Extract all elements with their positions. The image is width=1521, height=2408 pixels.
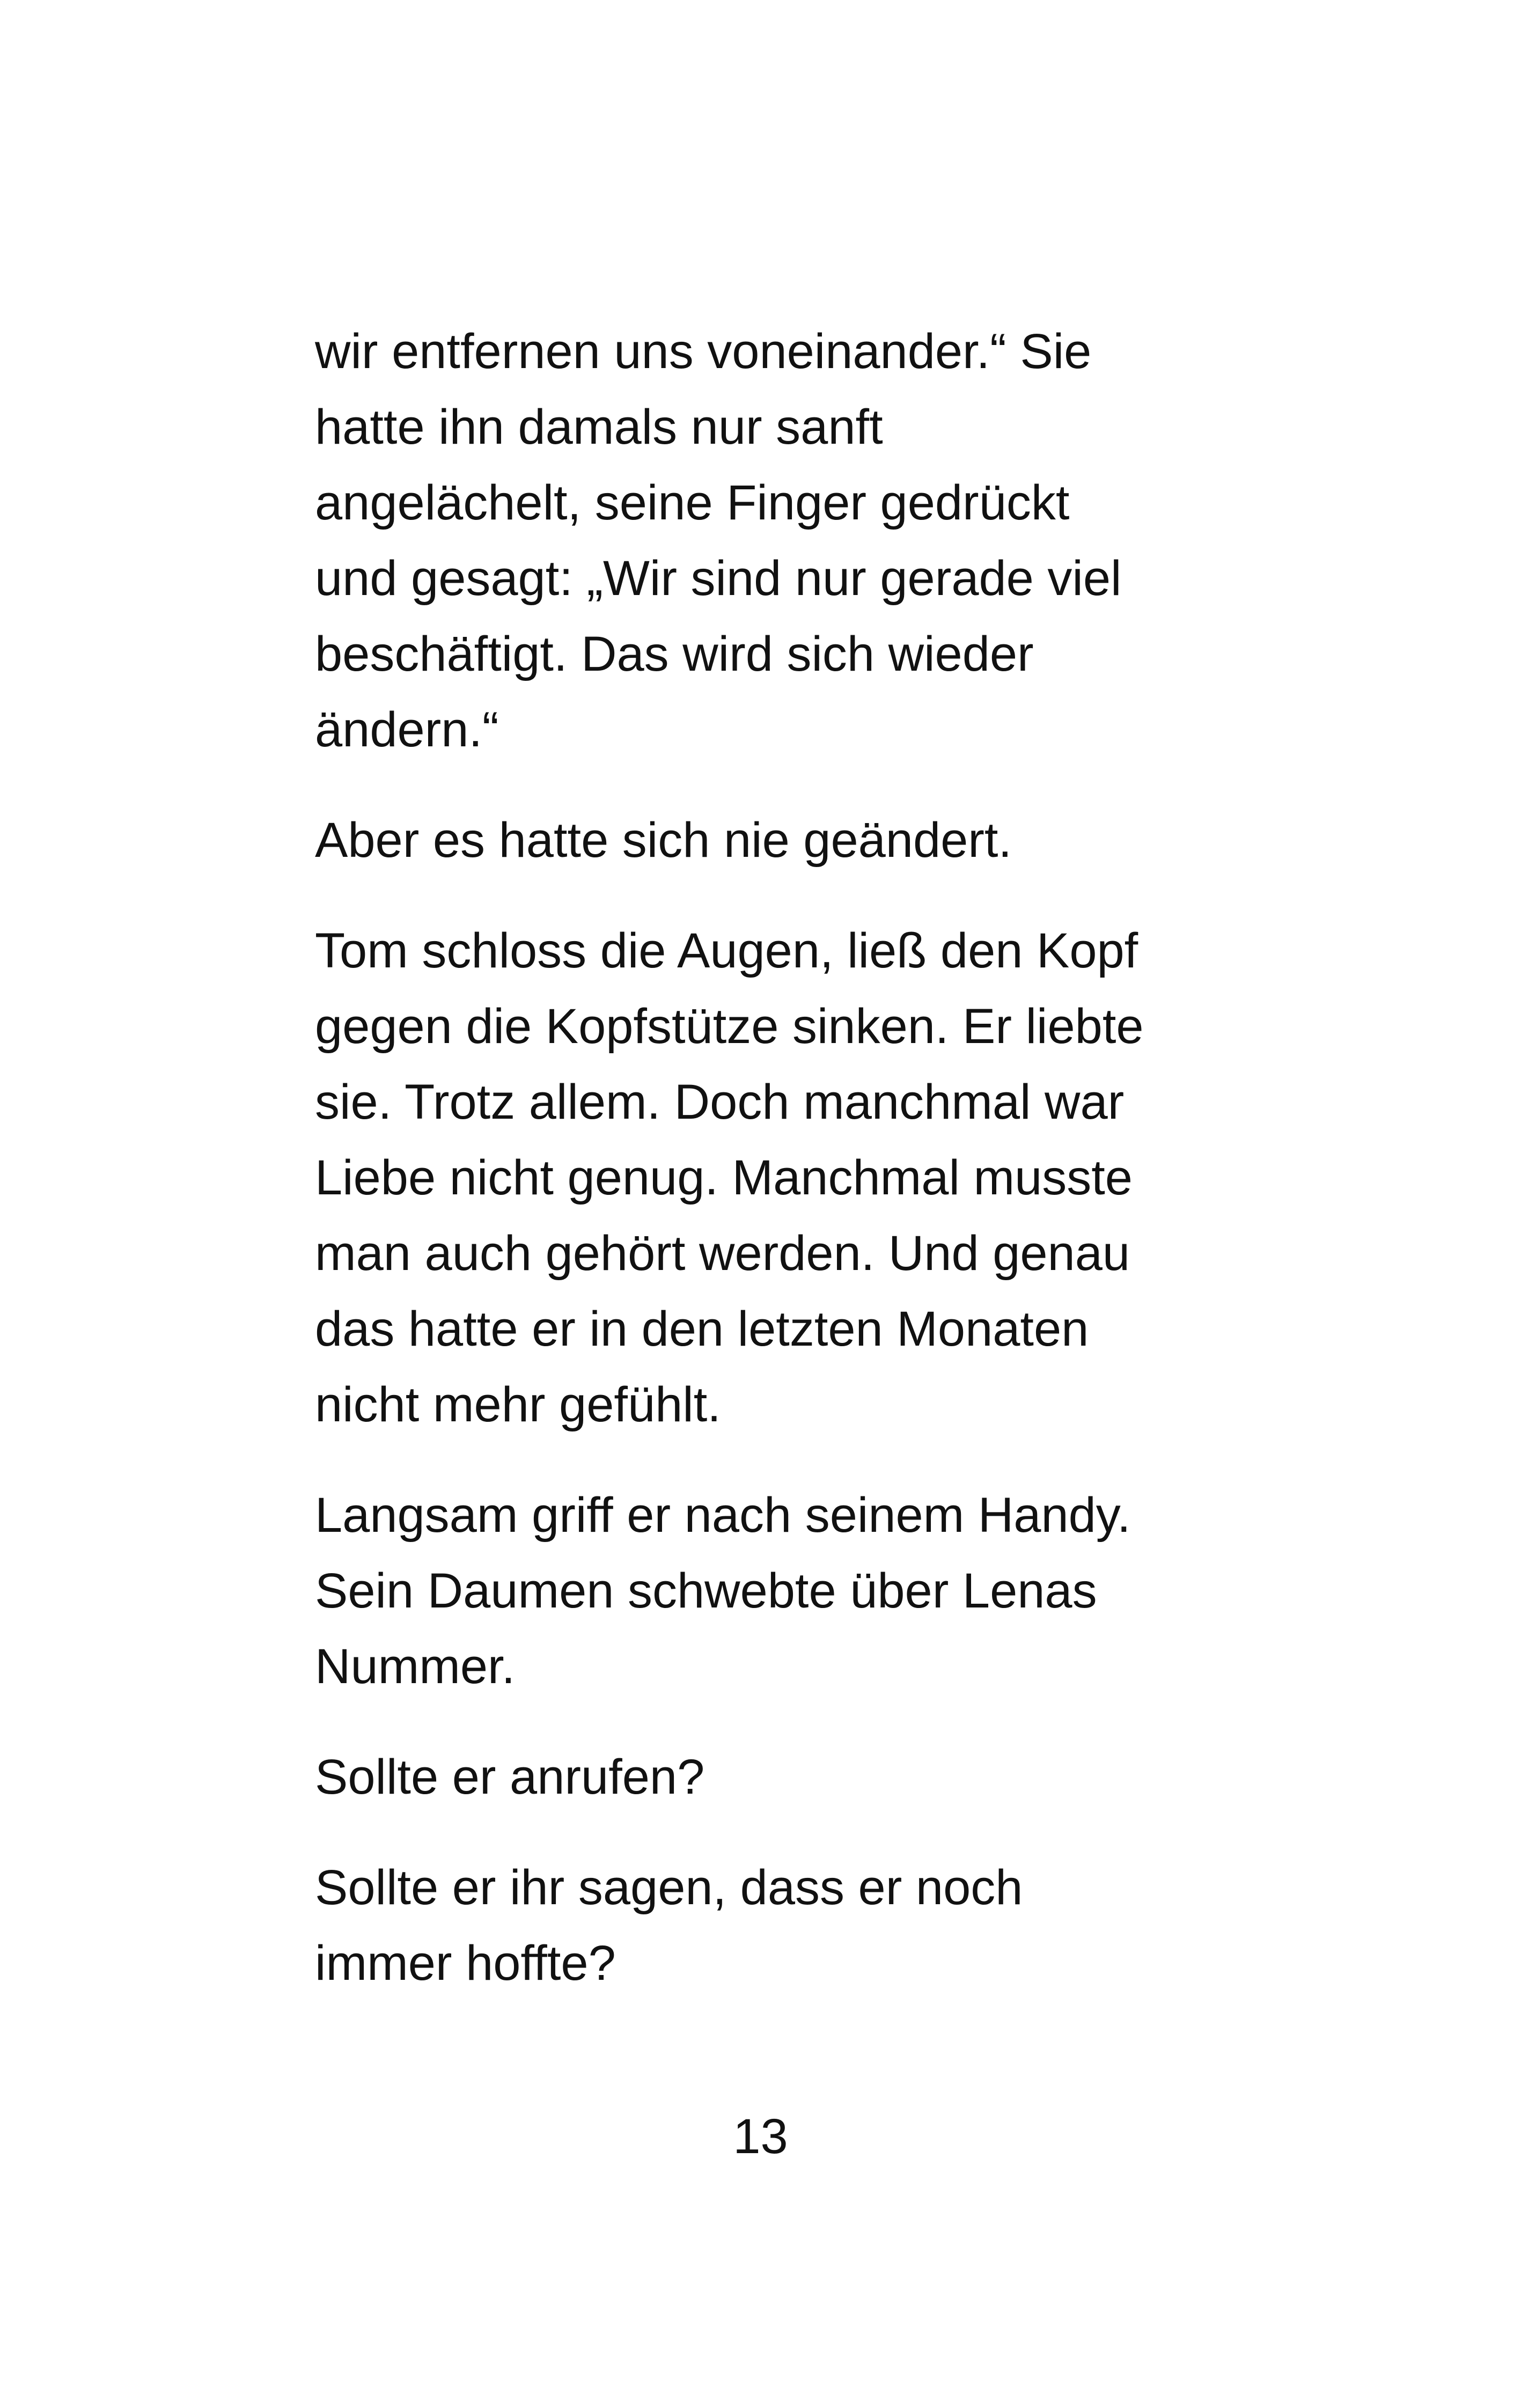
text-line: gegen die Kopfstütze sinken. Er liebte	[315, 999, 1144, 1054]
body-text	[315, 314, 1227, 2036]
paragraph	[315, 314, 1227, 768]
paragraph	[315, 1850, 1227, 2001]
text-line: Sollte er ihr sagen, dass er noch	[315, 1860, 1023, 1915]
text-line: hatte ihn damals nur sanft	[315, 400, 883, 454]
text-line: angelächelt, seine Finger gedrückt	[315, 475, 1070, 530]
text-line: Sollte er anrufen?	[315, 1750, 705, 1804]
text-line: ändern.“	[315, 702, 499, 757]
text-line: Liebe nicht genug. Manchmal musste	[315, 1150, 1133, 1205]
text-line: das hatte er in den letzten Monaten	[315, 1302, 1089, 1356]
text-line: beschäftigt. Das wird sich wieder	[315, 627, 1034, 681]
text-line: Sein Daumen schwebte über Lenas	[315, 1563, 1097, 1618]
paragraph	[315, 913, 1227, 1443]
text-line: wir entfernen uns voneinander.“ Sie	[315, 324, 1092, 379]
text-line: Nummer.	[315, 1639, 516, 1694]
text-line: immer hoffte?	[315, 1936, 616, 1991]
paragraph	[315, 1739, 1227, 1815]
text-line: und gesagt: „Wir sind nur gerade viel	[315, 551, 1122, 606]
page-number: 13	[733, 2109, 788, 2164]
text-line: man auch gehört werden. Und genau	[315, 1226, 1130, 1281]
text-line: Langsam griff er nach seinem Handy.	[315, 1488, 1131, 1543]
text-line: nicht mehr gefühlt.	[315, 1377, 721, 1432]
paragraph	[315, 803, 1227, 878]
text-line: sie. Trotz allem. Doch manchmal war	[315, 1075, 1125, 1129]
text-line: Aber es hatte sich nie geändert.	[315, 813, 1012, 868]
paragraph	[315, 1478, 1227, 1705]
text-line: Tom schloss die Augen, ließ den Kopf	[315, 923, 1138, 978]
